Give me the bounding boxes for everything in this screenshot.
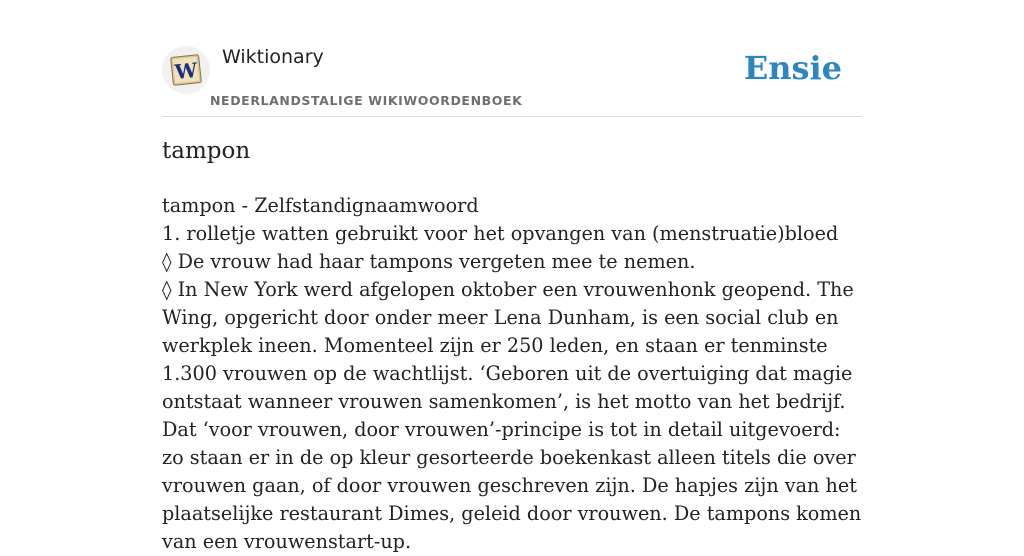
site-subtitle: NEDERLANDSTALIGE WIKIWOORDENBOEK — [210, 93, 523, 108]
page — [162, 0, 862, 553]
site-name[interactable]: Wiktionary — [222, 46, 324, 68]
wiktionary-logo-icon[interactable] — [162, 46, 210, 94]
entry-content — [162, 192, 866, 556]
example-paragraph: ◊ In New York werd afgelopen oktober een vrouwenhonk geopend. The Wing, opgericht door onder meer Lena Dunham, is een social club en werkplek ineen. Momenteel zijn er 250 leden, en staan er tenminste 1.300 vrouwen op de wachtlijst. ‘Geboren uit de overtuiging dat magie ontstaat wanneer vrouwen samenkomen’, is het motto van het bedrijf. Dat ‘voor vrouwen, door vrouwen’-principe is tot in detail uitgevoerd: zo staan er in de op kleur gesorteerde boekenkast alleen titels die over vrouwen gaan, of door vrouwen geschreven zijn. De hapjes zijn van het plaatselijke restaurant Dimes, geleid door vrouwen. De tampons komen van een vrouwenstart-up. — [162, 278, 862, 553]
example-sentence: ◊ De vrouw had haar tampons vergeten mee te nemen. — [162, 250, 696, 273]
word-class-line: tampon - Zelfstandignaamwoord — [162, 194, 479, 217]
site-header — [162, 0, 862, 117]
ensie-brand-logo[interactable]: Ensie — [743, 49, 842, 87]
page-title: tampon — [162, 138, 251, 164]
wiktionary-tile-icon — [166, 50, 206, 90]
definition-line: 1. rolletje watten gebruikt voor het opvangen van (menstruatie)bloed — [162, 222, 839, 245]
logo-letter: W — [173, 57, 199, 85]
